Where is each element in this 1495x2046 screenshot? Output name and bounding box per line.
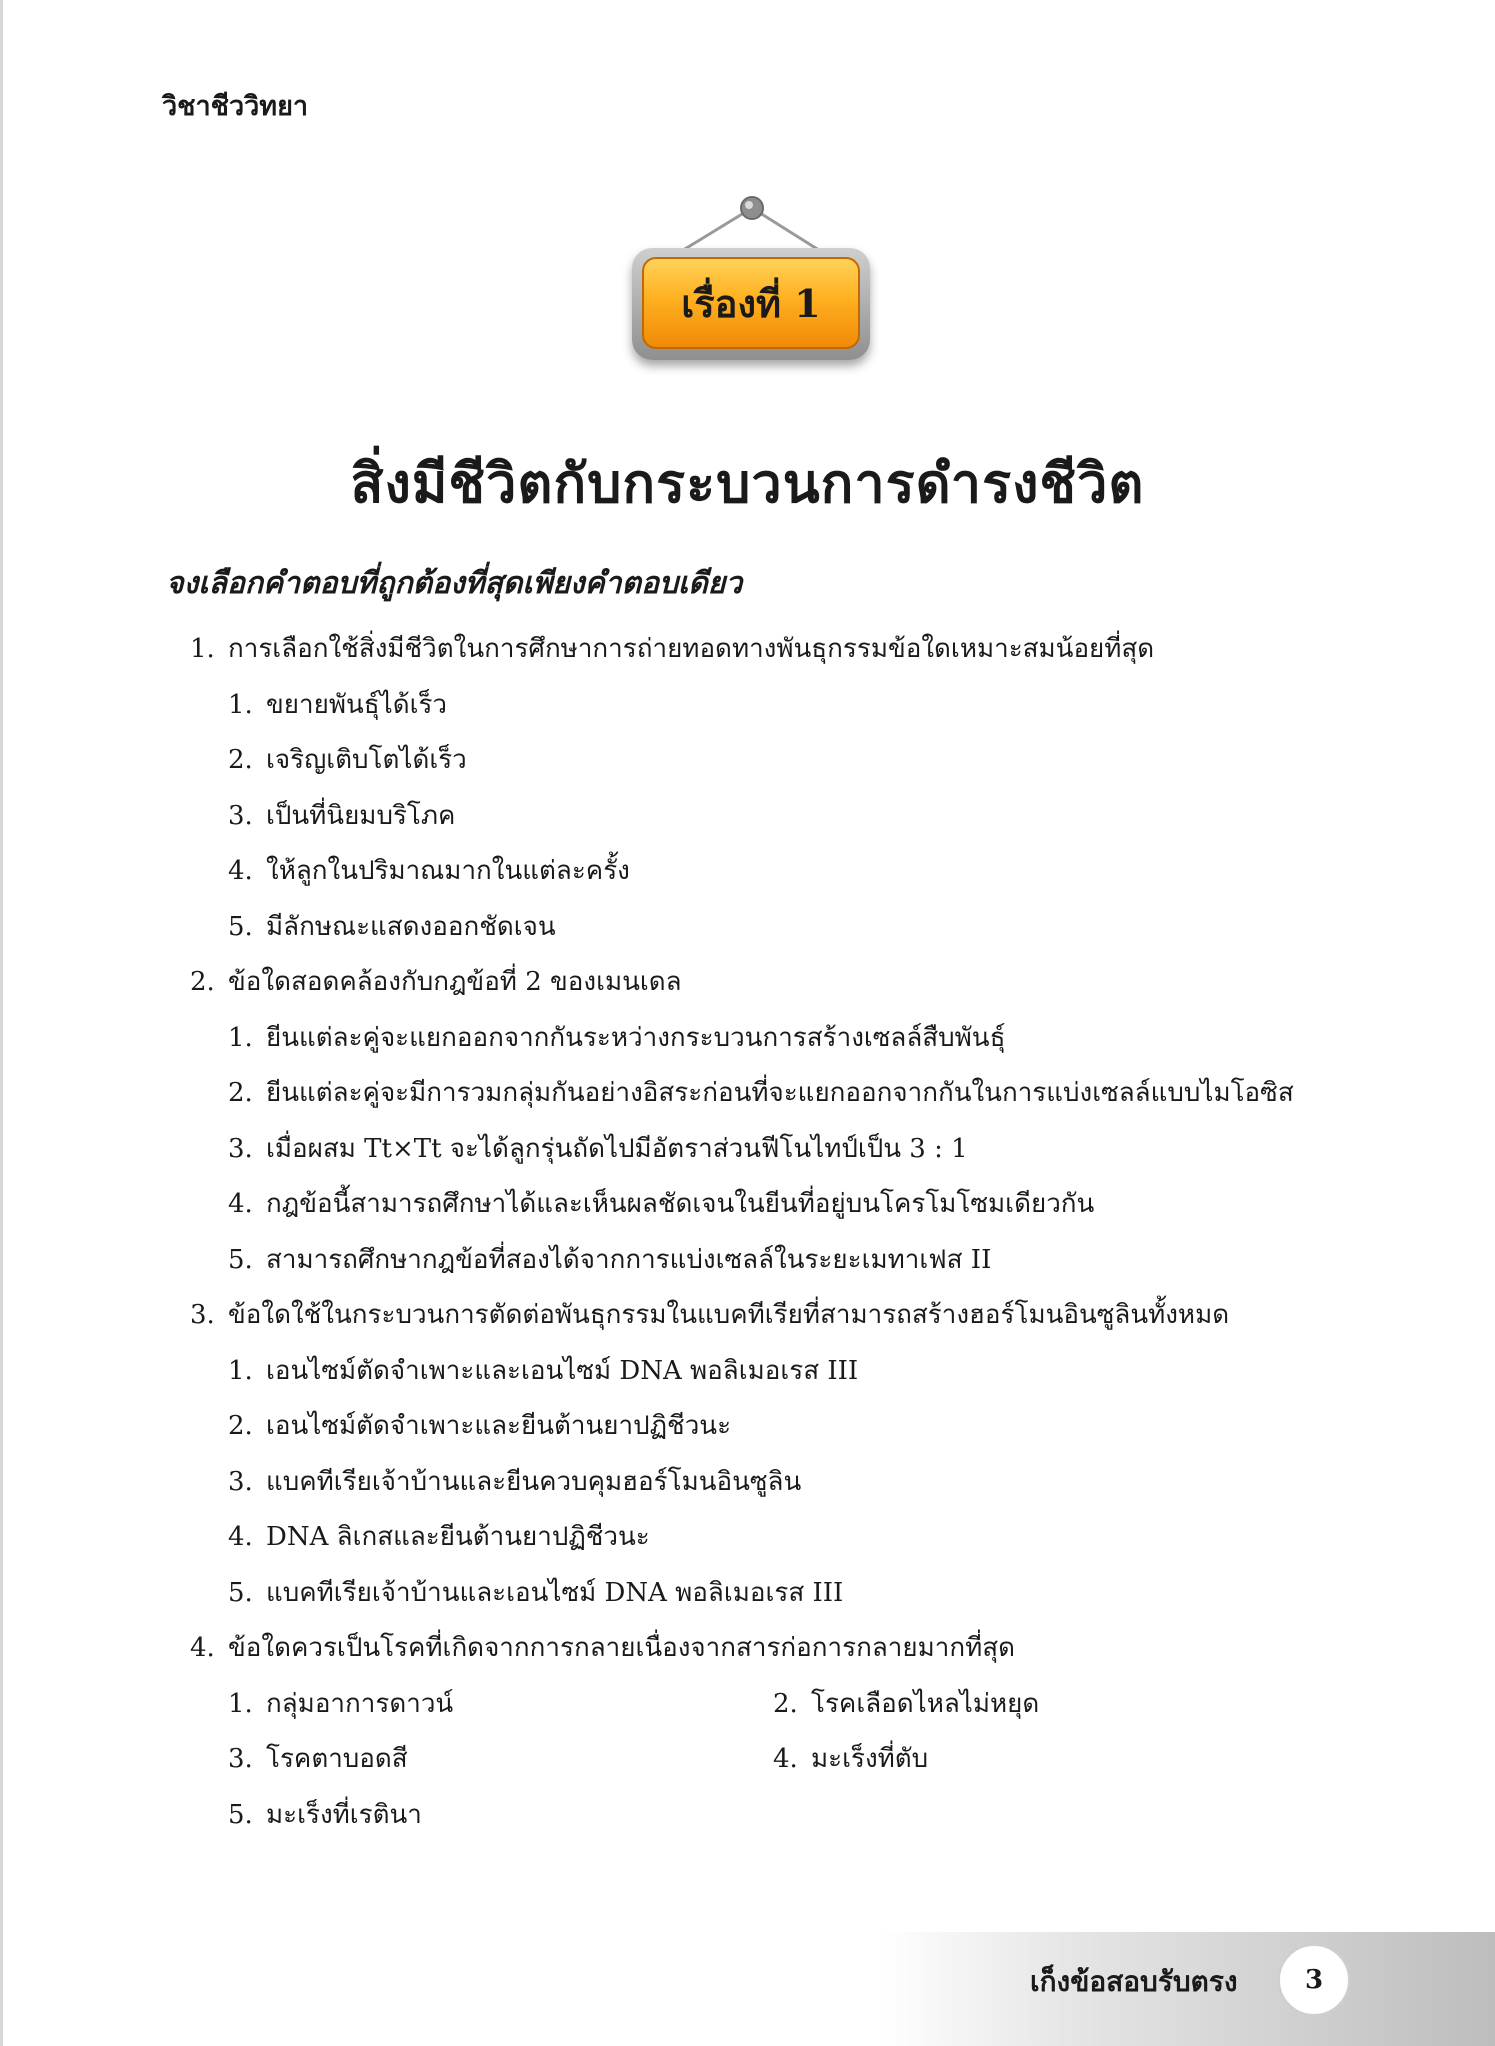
page-edge — [0, 0, 3, 2046]
choice-text: เอนไซม์ตัดจำเพาะและยีนต้านยาปฏิชีวนะ — [266, 1411, 732, 1441]
choice — [228, 1732, 773, 1788]
choice-text: กฎข้อนี้สามารถศึกษาได้และเห็นผลชัดเจนในยีนที่อยู่บนโครโมโซมเดียวกัน — [266, 1189, 1095, 1219]
choice — [773, 1732, 1318, 1788]
choice-number: 1. — [228, 689, 253, 720]
choice-text: สามารถศึกษากฎข้อที่สองได้จากการแบ่งเซลล์ในระยะเมทาเฟส II — [266, 1244, 992, 1275]
choice-number: 1. — [228, 1355, 253, 1386]
instruction: จงเลือกคำตอบที่ถูกต้องที่สุดเพียงคำตอบเดียว — [166, 566, 743, 601]
choice-number: 4. — [228, 856, 253, 886]
choice-number: 4. — [228, 1189, 253, 1219]
choice — [190, 1510, 1430, 1566]
choice-text: แบคทีเรียเจ้าบ้านและยีนควบคุมฮอร์โมนอินซูลิน — [266, 1466, 802, 1497]
sign-label: เรื่องที่ 1 — [681, 280, 821, 326]
choice-number: 1. — [228, 1022, 253, 1053]
choice-number: 5. — [228, 911, 253, 942]
page-number-label: 3 — [1304, 1965, 1324, 1995]
page-number — [1278, 1944, 1350, 2016]
question-3 — [190, 1288, 1430, 1344]
choice — [190, 1011, 1430, 1067]
question-1 — [190, 622, 1430, 678]
choice — [190, 900, 1430, 956]
choice — [190, 844, 1430, 900]
choice — [228, 1677, 773, 1733]
choice-text: กลุ่มอาการดาวน์ — [266, 1688, 454, 1719]
choice-text: แบคทีเรียเจ้าบ้านและเอนไซม์ DNA พอลิเมอเรส III — [266, 1577, 844, 1608]
choice-number: 2. — [228, 745, 253, 775]
question-text: ข้อใดใช้ในกระบวนการตัดต่อพันธุกรรมในแบคทีเรียที่สามารถสร้างฮอร์โมนอินซูลินทั้งหมด — [228, 1300, 1230, 1330]
question-text: การเลือกใช้สิ่งมีชีวิตในการศึกษาการถ่ายทอดทางพันธุกรรมข้อใดเหมาะสมน้อยที่สุด — [228, 634, 1155, 664]
choice-number: 1. — [228, 1688, 253, 1719]
choice — [190, 733, 1430, 789]
question-number: 3. — [190, 1300, 215, 1330]
choice-number: 5. — [228, 1799, 253, 1830]
choice-text: ขยายพันธุ์ได้เร็ว — [266, 689, 448, 720]
choice — [190, 1233, 1430, 1289]
choice-text: เมื่อผสม Tt×Tt จะได้ลูกรุ่นถัดไปมีอัตราส่วนฟีโนไทป์เป็น 3 : 1 — [266, 1133, 968, 1164]
choice-number: 2. — [228, 1411, 253, 1441]
choice — [190, 1399, 1430, 1455]
choice — [190, 678, 1430, 734]
question-2 — [190, 955, 1430, 1011]
chapter-sign — [600, 190, 900, 390]
choice-number: 3. — [228, 1133, 253, 1164]
choice-text: DNA ลิเกสและยีนต้านยาปฏิชีวนะ — [266, 1522, 650, 1552]
choice-number: 2. — [228, 1078, 253, 1108]
choice-number: 4. — [773, 1744, 798, 1774]
choice — [190, 1566, 1430, 1622]
choice-number: 5. — [228, 1244, 253, 1275]
question-number: 4. — [190, 1633, 215, 1663]
footer-book-title: เก็งข้อสอบรับตรง — [1030, 1965, 1238, 1998]
choice-row — [190, 1732, 1430, 1788]
chapter-title: สิ่งมีชีวิตกับกระบวนการดำรงชีวิต — [350, 451, 1145, 515]
choice — [190, 1344, 1430, 1400]
choice — [190, 1066, 1430, 1122]
choice-number: 5. — [228, 1577, 253, 1608]
choice-text: ให้ลูกในปริมาณมากในแต่ละครั้ง — [266, 856, 630, 886]
question-number: 1. — [190, 634, 215, 664]
sign-panel — [642, 257, 860, 349]
choice-text: เป็นที่นิยมบริโภค — [266, 800, 456, 831]
choice-text: ยีนแต่ละคู่จะมีการวมกลุ่มกันอย่างอิสระก่อนที่จะแยกออกจากกันในการแบ่งเซลล์แบบไมโอซิส — [266, 1078, 1294, 1108]
question-4 — [190, 1621, 1430, 1677]
subject-header: วิชาชีววิทยา — [162, 91, 309, 122]
choice-number: 4. — [228, 1522, 253, 1552]
choice-text: โรคตาบอดสี — [266, 1744, 408, 1774]
choice — [190, 789, 1430, 845]
question-text: ข้อใดควรเป็นโรคที่เกิดจากการกลายเนื่องจากสารก่อการกลายมากที่สุด — [228, 1633, 1015, 1663]
question-text: ข้อใดสอดคล้องกับกฎข้อที่ 2 ของเมนเดล — [228, 967, 682, 997]
choice-number: 3. — [228, 1744, 253, 1774]
choice — [190, 1455, 1430, 1511]
question-list — [190, 622, 1430, 1843]
choice — [190, 1177, 1430, 1233]
choice-number: 3. — [228, 800, 253, 831]
choice — [190, 1122, 1430, 1178]
choice-text: มะเร็งที่เรตินา — [266, 1799, 422, 1830]
question-number: 2. — [190, 967, 215, 997]
choice — [190, 1788, 1430, 1844]
sign-board — [632, 248, 870, 360]
choice-number: 2. — [773, 1688, 798, 1719]
choice-text: เอนไซม์ตัดจำเพาะและเอนไซม์ DNA พอลิเมอเรส III — [266, 1355, 859, 1386]
choice-text: โรคเลือดไหลไม่หยุด — [811, 1688, 1040, 1719]
choice-text: มีลักษณะแสดงออกชัดเจน — [266, 911, 556, 942]
choice — [773, 1677, 1318, 1733]
choice-number: 3. — [228, 1466, 253, 1497]
choice-text: มะเร็งที่ตับ — [811, 1744, 929, 1774]
choice-text: ยีนแต่ละคู่จะแยกออกจากกันระหว่างกระบวนการสร้างเซลล์สืบพันธุ์ — [266, 1022, 1006, 1053]
choice-text: เจริญเติบโตได้เร็ว — [266, 745, 467, 775]
choice-row — [190, 1677, 1430, 1733]
